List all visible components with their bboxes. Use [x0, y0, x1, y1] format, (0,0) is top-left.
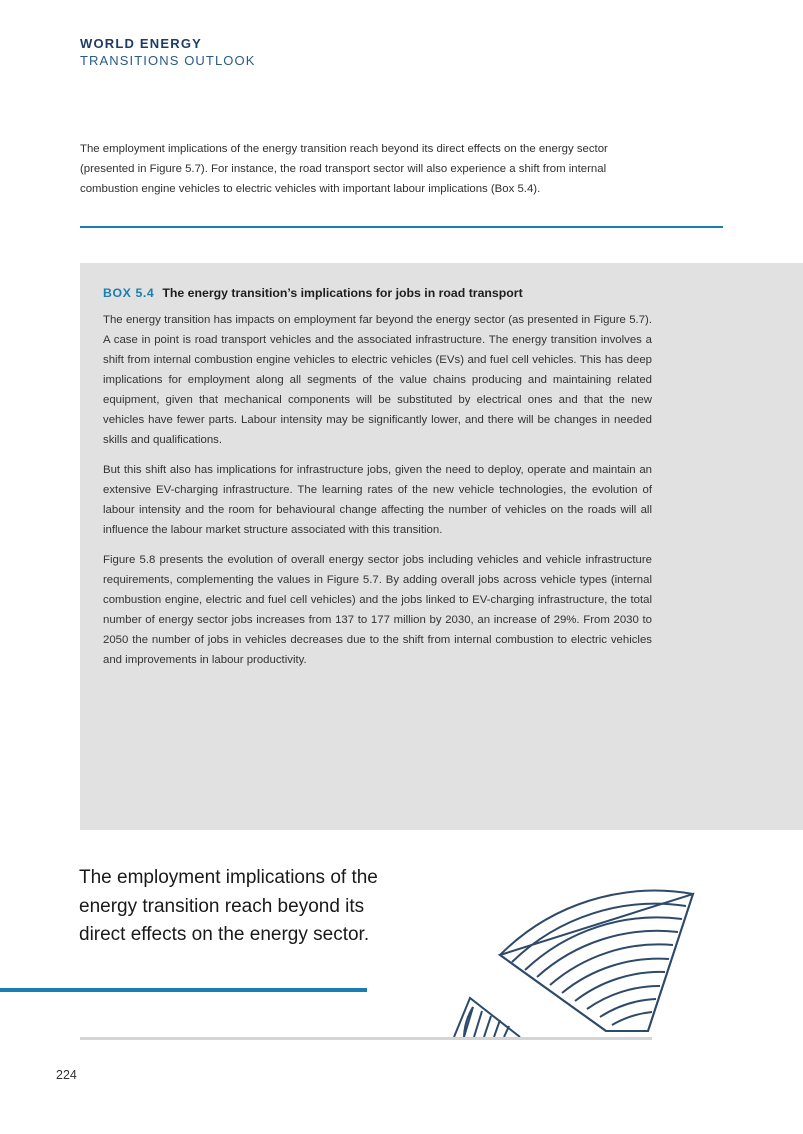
pull-quote-rule: [0, 988, 367, 992]
decorative-arcs-graphic: [440, 880, 720, 1040]
box-label: BOX 5.4: [103, 286, 155, 300]
page-bottom-rule: [80, 1037, 652, 1040]
intro-paragraph: The employment implications of the energy transition reach beyond its direct effects on the energy sector (presented in Figure 5.7). For instance, the road transport sector will also experience a shift from internal combustion engine vehicles to electric vehicles with important labour implications (Box 5.4).: [80, 143, 608, 195]
page-number: 224: [56, 1068, 77, 1082]
running-header: [80, 36, 255, 68]
box-title: [103, 286, 523, 300]
header-title-line2: TRANSITIONS OUTLOOK: [80, 53, 256, 68]
box-paragraph: Figure 5.8 presents the evolution of overall energy sector jobs including vehicles and vehicle infrastructure requirements, complementing the values in Figure 5.7. By adding overall jobs across vehicle types (internal combustion engine, electric and fuel cell vehicles) and the jobs linked to EV-charging infrastructure, the total number of energy sector jobs increases from 137 to 177 million by 2030, an increase of 29%. From 2030 to 2050 the number of jobs in vehicles decreases due to the shift from internal combustion to electric vehicles and improvements in labour productivity.: [103, 554, 652, 666]
intro-divider: [80, 226, 723, 228]
box-heading: The energy transition’s implications for jobs in road transport: [162, 286, 523, 300]
header-title-line1: WORLD ENERGY: [80, 36, 203, 51]
box-5-4: [80, 263, 803, 830]
box-paragraph: But this shift also has implications for infrastructure jobs, given the need to deploy, operate and maintain an extensive EV-charging infrastructure. The learning rates of the new vehicle technologies, the evolution of labour intensity and the room for behavioural change affecting the number of vehicles on the roads will all influence the labour market structure associated with this transition.: [103, 464, 652, 536]
box-paragraph: The energy transition has impacts on employment far beyond the energy sector (as presented in Figure 5.7). A case in point is road transport vehicles and the associated infrastructure. The energy transition involves a shift from internal combustion engine vehicles to electric vehicles (EVs) and fuel cell vehicles. This has deep implications for employment along all segments of the value chains producing and maintaining related equipment, given that mechanical components will be substituted by electrical ones and that the new vehicles have fewer parts. Labour intensity may be significantly lower, and there will be changes in needed skills and qualifications.: [103, 314, 652, 446]
box-body: [103, 310, 652, 680]
pull-quote: The employment implications of the energy transition reach beyond its direct effects on the energy sector.: [79, 867, 378, 946]
